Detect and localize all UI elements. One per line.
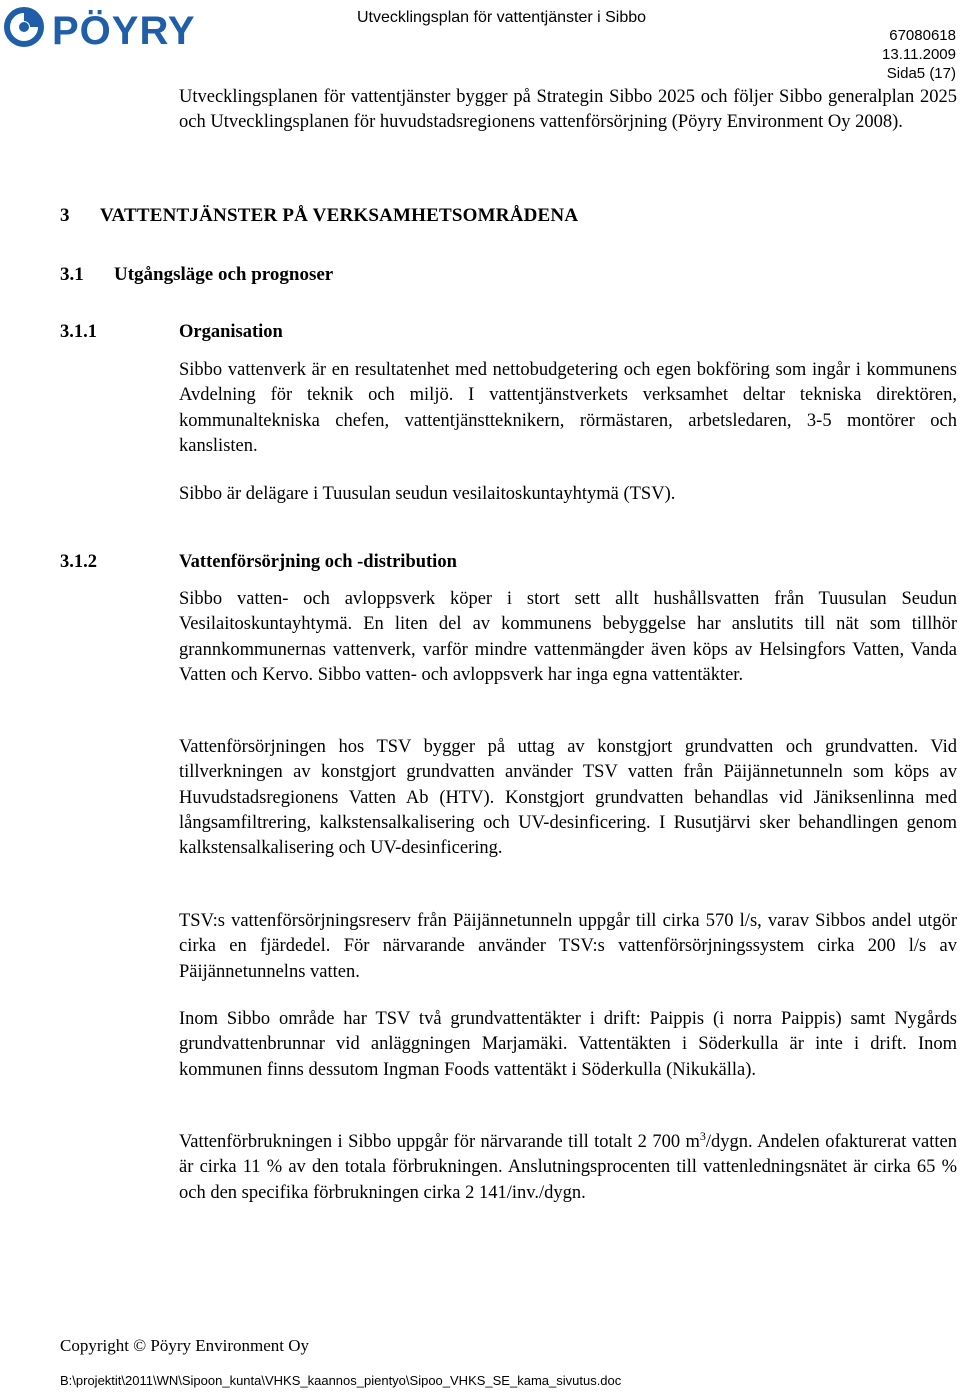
footer-copyright: Copyright © Pöyry Environment Oy xyxy=(60,1336,310,1355)
water-supply-paragraph-4: Inom Sibbo område har TSV två grundvattentäkter i drift: Paippis (i norra Paippis) samt Nygårds grundvattenbrunnar vid anläggningen Marjamäki. Vattentäkten i Söderkulla är inte i drift. Inom kommunen finns dessutom Ingman Foods vattentäkt i Söderkulla (Nikukälla). xyxy=(179,1009,957,1080)
consumption-text-a: Vattenförbrukningen i Sibbo uppgår för närvarande till totalt 2 700 m xyxy=(179,1132,700,1152)
heading-number: 3.1 xyxy=(60,264,84,285)
organisation-paragraph-1: Sibbo vattenverk är en resultatenhet med nettobudgetering och egen bokföring som ingår i kommunens Avdelning för teknik och miljö. I vattentjänstverkets verksamhet deltar tekniska direktören, kommunaltekniska chefen, vattentjänstteknikern, rörmästaren, arbetsledaren, 3-5 montörer och kanslisten. xyxy=(179,360,957,456)
header-meta xyxy=(882,26,956,83)
intro-paragraph: Utvecklingsplanen för vattentjänster bygger på Strategin Sibbo 2025 och följer Sibbo generalplan 2025 och Utvecklingsplanen för huvudstadsregionens vattenförsörjning (Pöyry Environment Oy 2008). xyxy=(179,87,957,133)
footer-file-path: B:\projektit\2011\WN\Sipoon_kunta\VHKS_kaannos_pientyo\Sipoo_VHKS_SE_kama_sivutus.doc xyxy=(60,1373,622,1388)
consumption-text-b: /dygn. Andelen ofakturerat vatten är cirka 11 % av den totala förbrukningen. Anslutningsprocenten till vattenledningsnätet är cirka 65 % och den specifika förbrukningen cirka 2 141/inv./dygn. xyxy=(179,1132,957,1203)
heading-number: 3 xyxy=(60,205,70,226)
heading-section-3-1-1: Organisation xyxy=(179,322,283,342)
heading-number-3-1-2: 3.1.2 xyxy=(60,552,97,572)
header-title: Utvecklingsplan för vattentjänster i Sibbo xyxy=(357,9,647,26)
water-supply-paragraph-3: TSV:s vattenförsörjningsreserv från Päijännetunneln uppgår till cirka 570 l/s, varav Sibbos andel utgör cirka en fjärdedel. För närvarande använder TSV:s vattenförsörjningssystem cirka 200 l/s av Päijännetunnelns vatten. xyxy=(179,911,957,982)
heading-text: VATTENTJÄNSTER PÅ VERKSAMHETSOMRÅDENA xyxy=(100,205,579,226)
logo-emblem-icon xyxy=(7,10,41,44)
heading-section-3-1 xyxy=(60,264,333,286)
water-supply-paragraph-2: Vattenförsörjningen hos TSV bygger på uttag av konstgjort grundvatten och grundvatten. Vid tillverkningen av konstgjort grundvatten använder TSV vatten från Päijännetunneln som köps av Huvudstadsregionens Vatten Ab (HTV). Konstgjort grundvatten behandlas vid Jäniksenlinna med långsamfiltrering, kalkstensalkalisering och UV-desinficering. I Rusutjärvi sker behandlingen genom kalkstensalkalisering och UV-desinficering. xyxy=(179,737,957,859)
logo-wordmark: PÖYRY xyxy=(52,9,196,52)
superscript-3: 3 xyxy=(699,1128,706,1143)
heading-section-3 xyxy=(60,205,578,227)
heading-section-3-1-2: Vattenförsörjning och -distribution xyxy=(179,552,457,572)
organisation-paragraph-2: Sibbo är delägare i Tuusulan seudun vesilaitoskuntayhtymä (TSV). xyxy=(179,484,676,504)
doc-date: 13.11.2009 xyxy=(882,46,956,63)
water-supply-paragraph-1: Sibbo vatten- och avloppsverk köper i stort sett allt hushållsvatten från Tuusulan Seudun Vesilaitoskuntayhtymä. En liten del av kommunens bebyggelse har anslutits till nät som tillhör grannkommunernas vattenverk, varför mindre vattenmängder även köps av Helsingfors Vatten, Vanda Vatten och Kervo. Sibbo vatten- och avloppsverk har inga egna vattentäkter. xyxy=(179,589,957,685)
heading-text: Utgångsläge och prognoser xyxy=(114,264,334,285)
doc-number: 67080618 xyxy=(889,27,956,44)
heading-number-3-1-1: 3.1.1 xyxy=(60,322,97,342)
water-supply-paragraph-5 xyxy=(179,1130,957,1206)
page-number: Sida5 (17) xyxy=(886,65,956,82)
poyry-logo xyxy=(4,4,244,52)
